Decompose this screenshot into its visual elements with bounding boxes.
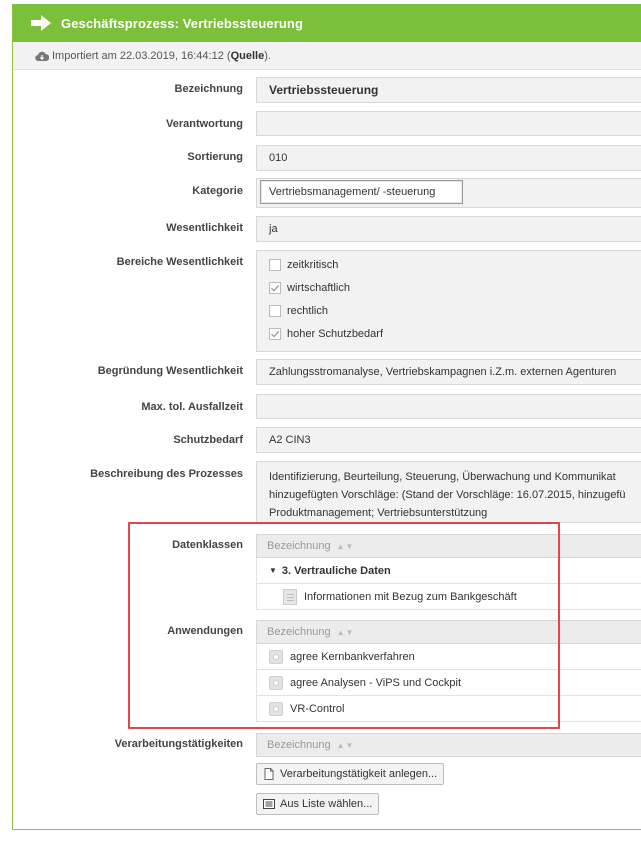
verarbeitung-column-header[interactable]	[256, 733, 641, 757]
item-label: agree Analysen - ViPS und Cockpit	[290, 676, 462, 689]
checkbox-hoher-schutzbedarf[interactable]	[269, 328, 383, 340]
ausfallzeit-label: Max. tol. Ausfallzeit	[141, 401, 243, 413]
caret-down-icon[interactable]: ▼	[269, 566, 277, 575]
arrow-right-icon	[31, 15, 51, 31]
anwendungen-column-header[interactable]	[256, 620, 641, 644]
verantwortung-field[interactable]	[256, 111, 641, 136]
sort-icon[interactable]: ▲▼	[336, 627, 355, 637]
checkbox-label: hoher Schutzbedarf	[287, 328, 384, 340]
checkbox-box[interactable]	[269, 259, 281, 271]
verarbeitung-label: Verarbeitungstätigkeiten	[114, 738, 243, 750]
bezeichnung-label: Bezeichnung	[174, 83, 243, 95]
datenklassen-group-row[interactable]	[256, 558, 641, 584]
wesentlichkeit-field[interactable]: ja	[256, 216, 641, 242]
group-label: 3. Vertrauliche Daten	[281, 564, 391, 577]
schutzbedarf-field[interactable]: A2 CIN3	[256, 427, 641, 453]
datenklassen-label: Datenklassen	[172, 539, 243, 551]
checkbox-box[interactable]	[269, 282, 281, 294]
beschreibung-label: Beschreibung des Prozesses	[90, 468, 243, 480]
application-icon	[269, 650, 283, 664]
anwendungen-label: Anwendungen	[167, 625, 243, 637]
list-icon	[263, 798, 275, 810]
button-label: Verarbeitungstätigkeit anlegen...	[280, 768, 438, 780]
schutzbedarf-label: Schutzbedarf	[173, 434, 243, 446]
datenklassen-column-header[interactable]	[256, 534, 641, 558]
item-label: Informationen mit Bezug zum Bankgeschäft	[304, 590, 517, 603]
application-icon	[269, 676, 283, 690]
new-document-icon	[263, 768, 275, 780]
checkbox-label: wirtschaftlich	[287, 282, 350, 294]
sort-icon[interactable]: ▲▼	[336, 541, 355, 551]
checkbox-zeitkritisch[interactable]	[269, 259, 338, 271]
wesentlichkeit-label: Wesentlichkeit	[166, 222, 243, 234]
bezeichnung-field[interactable]: Vertriebssteuerung	[256, 77, 641, 103]
kategorie-label: Kategorie	[192, 185, 243, 197]
item-label: VR-Control	[290, 702, 345, 715]
checkmark-icon	[270, 283, 280, 293]
checkbox-label: rechtlich	[287, 305, 328, 317]
ausfallzeit-field[interactable]	[256, 394, 641, 419]
checkbox-box[interactable]	[269, 305, 281, 317]
cloud-download-icon	[35, 50, 49, 62]
column-label: Bezeichnung	[267, 626, 331, 638]
begruendung-label: Begründung Wesentlichkeit	[97, 365, 243, 377]
beschreibung-line: Produktmanagement; Vertriebsunterstützung	[269, 507, 488, 519]
source-link[interactable]: Quelle	[230, 49, 265, 62]
import-suffix: ).	[264, 49, 271, 62]
document-icon	[283, 589, 297, 605]
import-info	[13, 42, 641, 70]
checkmark-icon	[270, 329, 280, 339]
column-label: Bezeichnung	[267, 540, 331, 552]
create-verarbeitung-button[interactable]	[256, 763, 444, 785]
page-title: Geschäftsprozess: Vertriebssteuerung	[61, 15, 304, 31]
checkbox-rechtlich[interactable]	[269, 305, 328, 317]
beschreibung-line: Identifizierung, Beurteilung, Steuerung, Überwachung und Kommunikat	[269, 471, 616, 483]
verantwortung-label: Verantwortung	[165, 118, 243, 130]
checkbox-wirtschaftlich[interactable]	[269, 282, 350, 294]
panel-header	[13, 4, 641, 42]
bereiche-label: Bereiche Wesentlichkeit	[116, 256, 243, 268]
pick-from-list-button[interactable]	[256, 793, 379, 815]
beschreibung-field[interactable]	[256, 461, 641, 523]
import-text: Importiert am 22.03.2019, 16:44:12 (	[52, 49, 231, 62]
list-item[interactable]	[256, 584, 641, 610]
list-item[interactable]	[256, 696, 641, 722]
application-icon	[269, 702, 283, 716]
checkbox-label: zeitkritisch	[287, 259, 339, 271]
sort-icon[interactable]: ▲▼	[336, 740, 355, 750]
sortierung-label: Sortierung	[187, 151, 243, 163]
begruendung-field[interactable]: Zahlungsstromanalyse, Vertriebskampagnen i.Z.m. externen Agenturen	[256, 359, 641, 385]
list-item[interactable]	[256, 644, 641, 670]
column-label: Bezeichnung	[267, 739, 331, 751]
kategorie-field[interactable]: Vertriebsmanagement/ -steuerung	[260, 180, 463, 204]
list-item[interactable]	[256, 670, 641, 696]
item-label: agree Kernbankverfahren	[290, 650, 415, 663]
bereiche-checkbox-group	[256, 250, 641, 352]
beschreibung-line: hinzugefügten Vorschläge: (Stand der Vorschläge: 16.07.2015, hinzugefü	[269, 489, 626, 501]
button-label: Aus Liste wählen...	[280, 798, 373, 810]
checkbox-box[interactable]	[269, 328, 281, 340]
sortierung-field[interactable]: 010	[256, 145, 641, 171]
